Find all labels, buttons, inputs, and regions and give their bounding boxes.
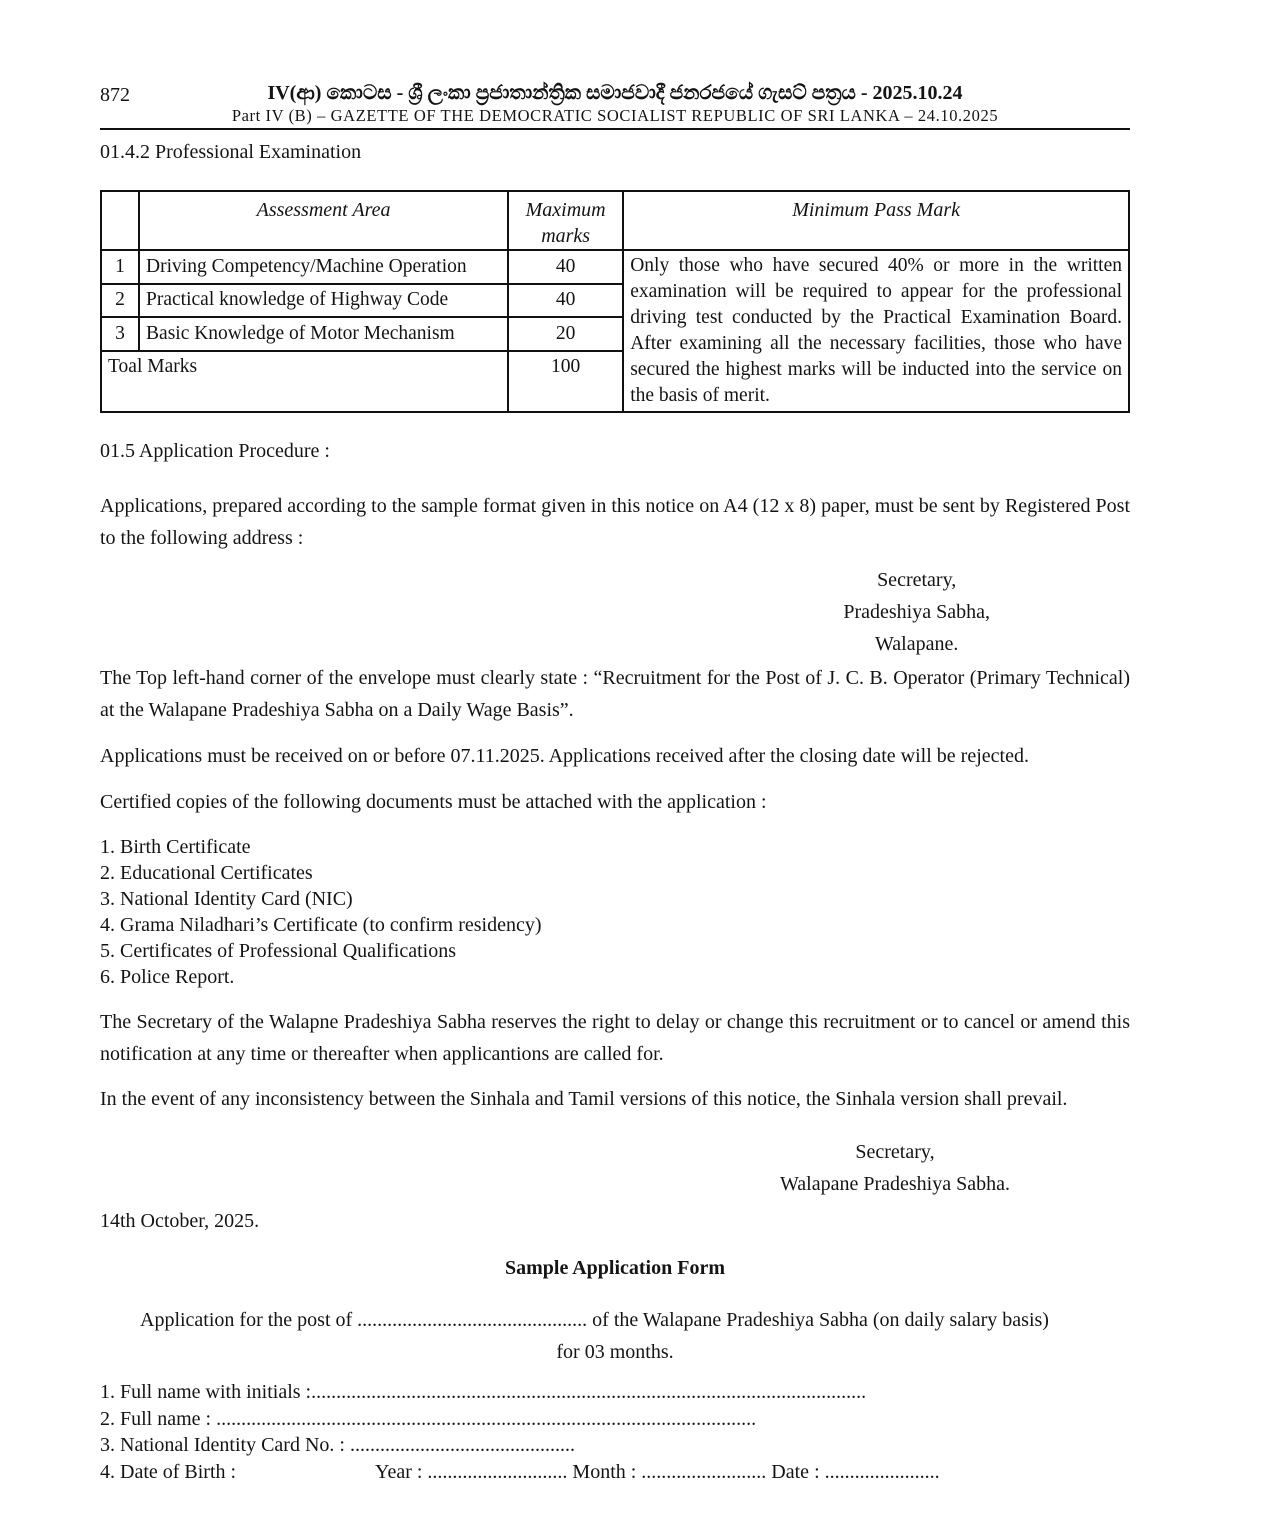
professional-examination-table (100, 190, 1130, 413)
signature-line: Walapane Pradeshiya Sabha. (780, 1173, 1010, 1195)
list-item: 4. Grama Niladhari’s Certificate (to confirm residency) (100, 914, 542, 936)
maximum-marks-cell: 20 (508, 317, 623, 351)
signature-line: Secretary, (855, 1141, 935, 1163)
page-number: 872 (100, 84, 130, 106)
maximum-marks-cell: 40 (508, 250, 623, 284)
table-header-row (101, 191, 1129, 250)
address-line: Walapane. (875, 633, 959, 655)
paragraph-envelope-instruction: The Top left-hand corner of the envelope must clearly state : “Recruitment for the Post of J. C. B. Operator (Primary Technical) at the Walapane Pradeshiya Sabha on a Daily Wage Basis”. (100, 667, 1130, 721)
paragraph-application-format: Applications, prepared according to the sample format given in this notice on A4 (12 x 8) paper, must be sent by Registered Post to the following address : (100, 495, 1130, 549)
header-divider (100, 128, 1130, 130)
gazette-title-sinhala: IV(ආ) කොටස - ශ්‍රී ලංකා ප්‍රජාතාන්ත්‍රික සමාජවාදී ජනරජයේ ගැසට් පත්‍රය - 2025.10.24 (267, 82, 963, 104)
sample-form-fields (100, 1379, 1130, 1485)
row-number: 3 (101, 317, 139, 351)
form-field-nic-number: 3. National Identity Card No. : ............................................. (100, 1434, 575, 1456)
postal-address-block (843, 564, 990, 660)
dob-label: 4. Date of Birth : (100, 1460, 237, 1483)
table-row (101, 250, 1129, 284)
paragraph-secretary-rights: The Secretary of the Walapne Pradeshiya Sabha reserves the right to delay or change this recruitment or to cancel or amend this notification at any time or thereafter when applicantions are called for. (100, 1011, 1130, 1065)
assessment-area-cell: Practical knowledge of Highway Code (139, 284, 508, 318)
address-line: Pradeshiya Sabha, (843, 601, 990, 623)
total-marks-value: 100 (508, 351, 623, 412)
maximum-marks-cell: 40 (508, 284, 623, 318)
assessment-area-cell: Basic Knowledge of Motor Mechanism (139, 317, 508, 351)
paragraph-closing-date: Applications must be received on or before 07.11.2025. Applications received after the closing date will be rejected. (100, 745, 1029, 767)
address-line: Secretary, (877, 569, 957, 591)
col-header-minimum-pass-mark: Minimum Pass Mark (623, 191, 1129, 250)
section-heading-professional-examination: 01.4.2 Professional Examination (100, 141, 362, 163)
paragraph-documents-intro: Certified copies of the following documents must be attached with the application : (100, 791, 767, 813)
form-intro-line: for 03 months. (556, 1341, 674, 1363)
section-heading-application-procedure: 01.5 Application Procedure : (100, 440, 330, 462)
gazette-title-english: Part IV (B) – GAZETTE OF THE DEMOCRATIC SOCIALIST REPUBLIC OF SRI LANKA – 24.10.2025 (231, 106, 999, 125)
form-field-full-name: 2. Full name : ............................................................................................................ (100, 1407, 757, 1430)
list-item: 6. Police Report. (100, 966, 235, 988)
dob-detail: Year : ............................ Month : ......................... Date : ....................... (375, 1460, 940, 1483)
col-header-maximum-marks: Maximum marks (508, 191, 623, 250)
col-header-empty (101, 191, 139, 250)
list-item: 1. Birth Certificate (100, 836, 251, 858)
documents-list (100, 834, 1130, 990)
paragraph-language-precedence: In the event of any inconsistency between the Sinhala and Tamil versions of this notice, the Sinhala version shall prevail. (100, 1088, 1068, 1110)
form-intro-line: Application for the post of .............................................. of the Walapane Pradeshiya Sabha (on daily salary basis) (140, 1309, 1049, 1331)
list-item: 5. Certificates of Professional Qualifications (100, 940, 457, 962)
page-header (100, 80, 1130, 130)
sample-form-intro (100, 1304, 1130, 1368)
signature-block (780, 1136, 1010, 1200)
row-number: 2 (101, 284, 139, 318)
form-field-full-name-initials: 1. Full name with initials :............................................................................................................... (100, 1381, 867, 1403)
total-marks-label: Toal Marks (101, 351, 508, 412)
list-item: 3. National Identity Card (NIC) (100, 888, 353, 910)
assessment-area-cell: Driving Competency/Machine Operation (139, 250, 508, 284)
minimum-pass-mark-note: Only those who have secured 40% or more in the written examination will be required to appear for the professional driving test conducted by the Practical Examination Board. After examining all the necessary facilities, those who have secured the highest marks will be inducted into the service on the basis of merit. (623, 250, 1129, 412)
notice-date: 14th October, 2025. (100, 1210, 260, 1232)
row-number: 1 (101, 250, 139, 284)
sample-form-title: Sample Application Form (504, 1257, 725, 1279)
form-field-date-of-birth (100, 1459, 1130, 1486)
list-item: 2. Educational Certificates (100, 862, 313, 884)
col-header-assessment-area: Assessment Area (139, 191, 508, 250)
